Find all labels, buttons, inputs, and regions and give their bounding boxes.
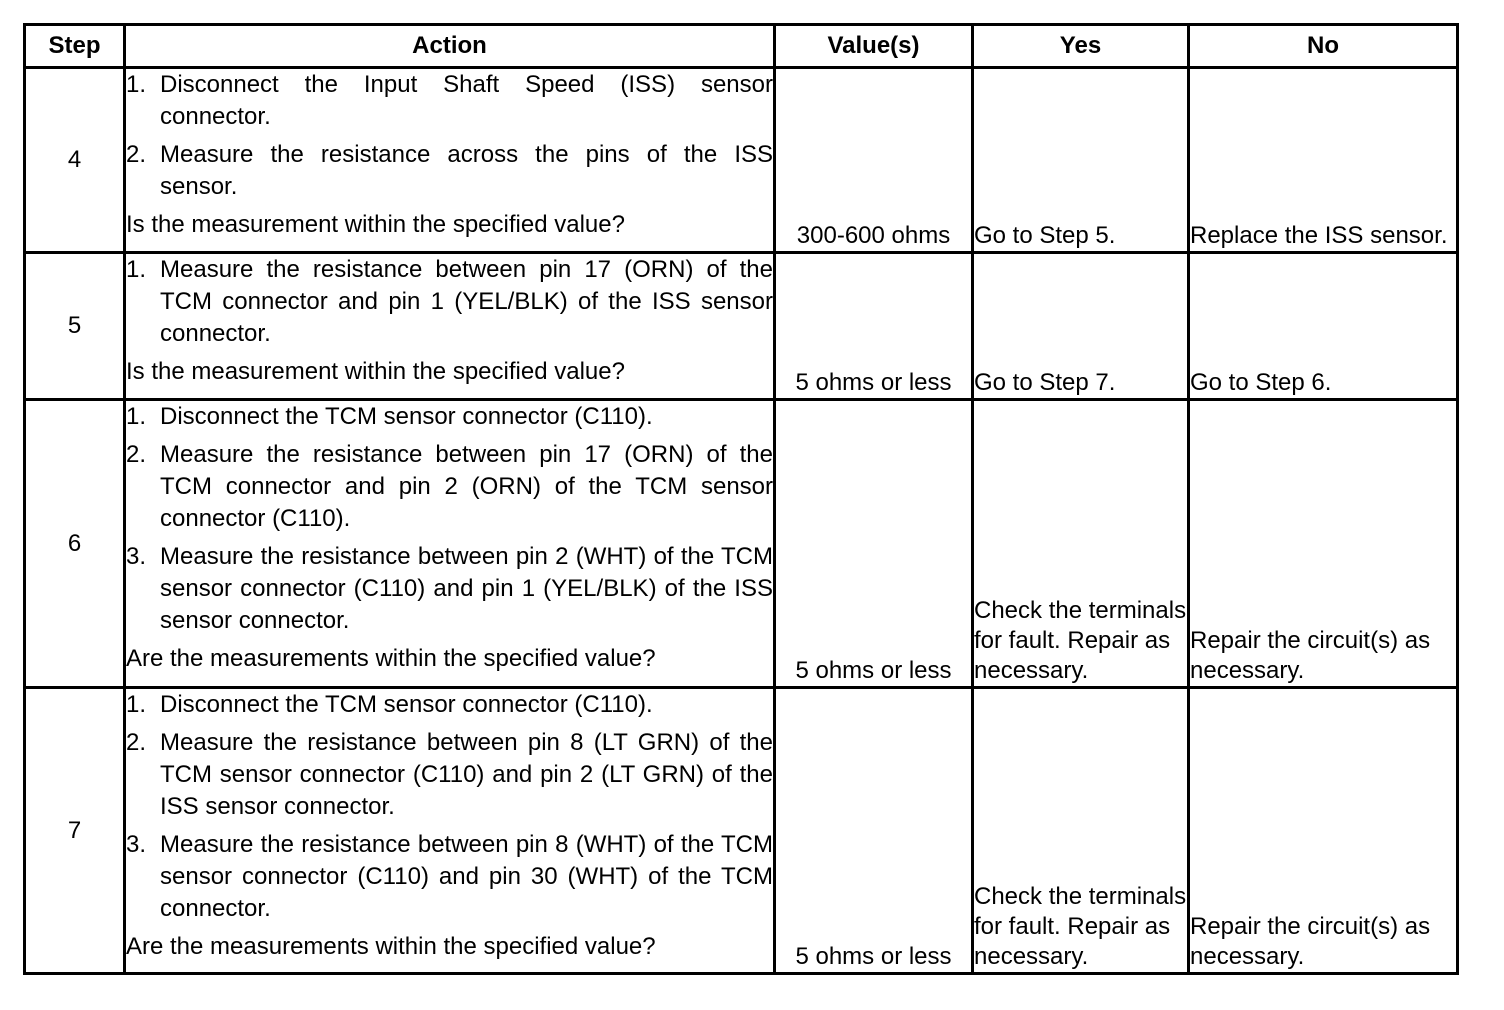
action-question: Are the measurements within the specified value?	[126, 933, 656, 960]
action-list	[126, 69, 773, 203]
action-item-number: 1.	[126, 403, 147, 430]
yes-cell: Check the terminals for fault. Repair as necessary.	[973, 400, 1189, 688]
step-number: 4	[25, 68, 125, 253]
yes-cell: Go to Step 7.	[973, 253, 1189, 400]
yes-cell: Go to Step 5.	[973, 68, 1189, 253]
value-cell: 5 ohms or less	[775, 400, 973, 688]
step-number: 5	[25, 253, 125, 400]
action-cell	[125, 400, 775, 688]
action-list	[126, 401, 773, 637]
header-yes: Yes	[973, 25, 1189, 68]
action-item-number: 2.	[126, 729, 147, 756]
action-item-number: 3.	[126, 831, 147, 858]
table-header-row	[25, 25, 1458, 68]
action-item-text: Measure the resistance between pin 17 (ORN) of the TCM connector and pin 1 (YEL/BLK) of the ISS sensor connector.	[160, 256, 773, 347]
no-cell: Repair the circuit(s) as necessary.	[1189, 688, 1458, 974]
action-item	[126, 69, 773, 133]
table-row-step-7	[25, 688, 1458, 974]
action-item-text: Measure the resistance between pin 8 (LT GRN) of the TCM sensor connector (C110) and pin 2 (LT GRN) of the ISS sensor connector.	[160, 729, 773, 820]
action-item-text: Measure the resistance between pin 8 (WHT) of the TCM sensor connector (C110) and pin 30 (WHT) of the TCM connector.	[160, 831, 773, 922]
no-cell: Replace the ISS sensor.	[1189, 68, 1458, 253]
value-cell: 300-600 ohms	[775, 68, 973, 253]
action-item-text: Measure the resistance between pin 17 (ORN) of the TCM connector and pin 2 (ORN) of the TCM sensor connector (C110).	[160, 441, 773, 532]
action-list	[126, 254, 773, 350]
table-row-step-5	[25, 253, 1458, 400]
action-item-number: 1.	[126, 256, 147, 283]
action-item	[126, 727, 773, 823]
diagnostic-table	[23, 23, 1459, 975]
action-item	[126, 401, 773, 433]
action-item-number: 1.	[126, 691, 147, 718]
action-question: Is the measurement within the specified value?	[126, 358, 625, 385]
action-item-number: 1.	[126, 71, 147, 98]
action-item-number: 3.	[126, 543, 147, 570]
action-item	[126, 689, 773, 721]
action-item-text: Disconnect the TCM sensor connector (C110).	[160, 403, 653, 430]
table-row-step-4	[25, 68, 1458, 253]
table-row-step-6	[25, 400, 1458, 688]
header-action: Action	[125, 25, 775, 68]
header-step: Step	[25, 25, 125, 68]
action-item	[126, 139, 773, 203]
no-cell: Go to Step 6.	[1189, 253, 1458, 400]
action-item-text: Disconnect the Input Shaft Speed (ISS) sensor connector.	[160, 71, 773, 130]
action-item	[126, 254, 773, 350]
action-question: Is the measurement within the specified value?	[126, 211, 625, 238]
action-item-text: Disconnect the TCM sensor connector (C110).	[160, 691, 653, 718]
action-cell	[125, 688, 775, 974]
action-item-number: 2.	[126, 141, 147, 168]
step-number: 7	[25, 688, 125, 974]
action-item	[126, 829, 773, 925]
header-values: Value(s)	[775, 25, 973, 68]
yes-cell: Check the terminals for fault. Repair as necessary.	[973, 688, 1189, 974]
action-item	[126, 541, 773, 637]
action-cell	[125, 253, 775, 400]
value-cell: 5 ohms or less	[775, 253, 973, 400]
value-cell: 5 ohms or less	[775, 688, 973, 974]
action-item-number: 2.	[126, 441, 147, 468]
action-cell	[125, 68, 775, 253]
action-item	[126, 439, 773, 535]
action-item-text: Measure the resistance across the pins of the ISS sensor.	[160, 141, 773, 200]
no-cell: Repair the circuit(s) as necessary.	[1189, 400, 1458, 688]
action-question: Are the measurements within the specified value?	[126, 645, 656, 672]
header-no: No	[1189, 25, 1458, 68]
step-number: 6	[25, 400, 125, 688]
action-list	[126, 689, 773, 925]
action-item-text: Measure the resistance between pin 2 (WHT) of the TCM sensor connector (C110) and pin 1 (YEL/BLK) of the ISS sensor connector.	[160, 543, 773, 634]
